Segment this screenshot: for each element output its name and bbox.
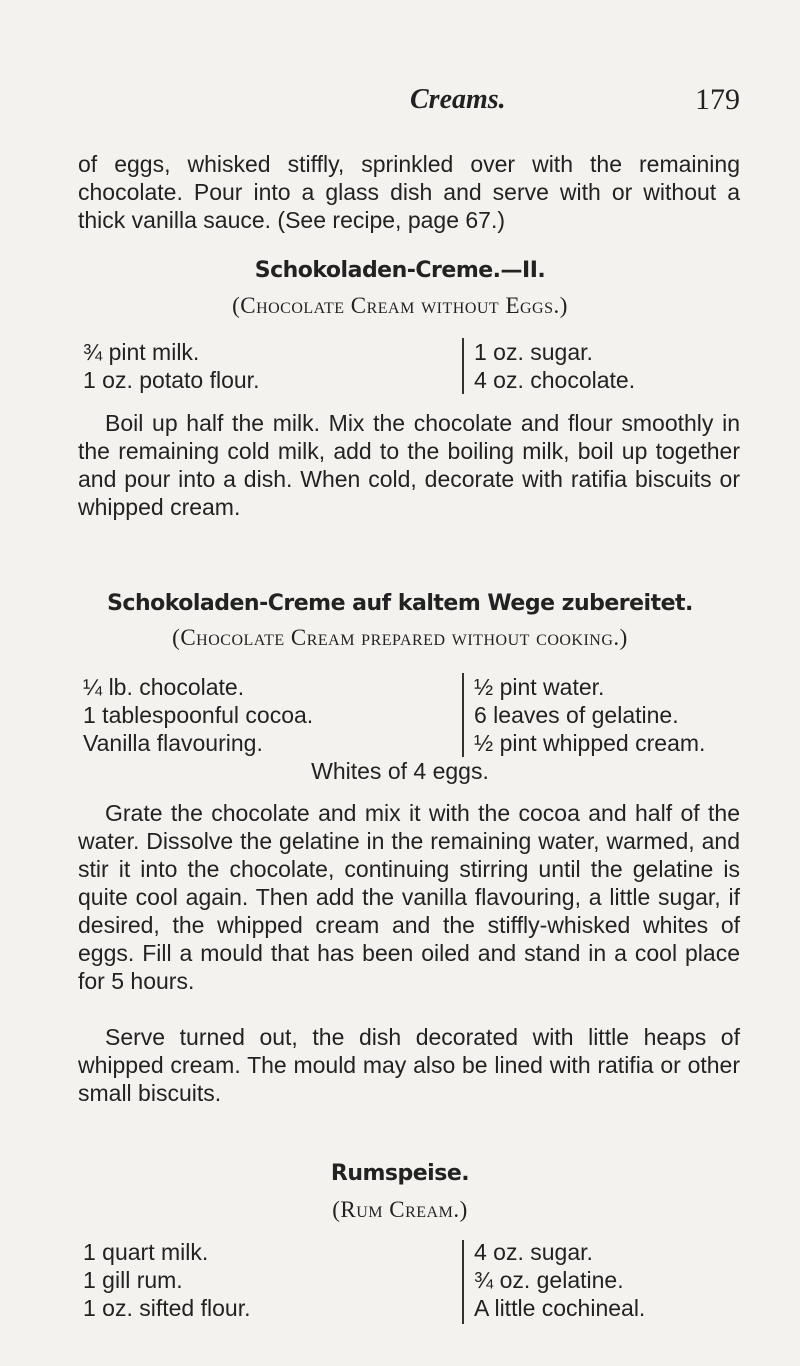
method-paragraph: Boil up half the milk. Mix the chocolate and flour smoothly in the remaining cold milk, add to the boiling milk, boil up together and pour into a dish. When cold, decorate with ratifia biscuits or whipped cream. xyxy=(78,410,740,520)
ingredients-left xyxy=(83,1238,250,1322)
recipe-title: Schokoladen-Creme auf kaltem Wege zubereitet. xyxy=(107,591,693,616)
ingredient: ½ pint water. xyxy=(474,674,605,700)
method-paragraph: Serve turned out, the dish decorated with little heaps of whipped cream. The mould may also be lined with ratifia or other small biscuits. xyxy=(78,1024,740,1106)
running-head xyxy=(70,83,740,126)
ingredient-centered: Whites of 4 eggs. xyxy=(311,758,489,784)
ingredient: 1 tablespoonful cocoa. xyxy=(83,702,314,728)
ingredients-right xyxy=(474,338,635,394)
ingredient: ¾ oz. gelatine. xyxy=(474,1267,624,1293)
column-divider xyxy=(462,673,464,757)
ingredients-right xyxy=(474,1238,645,1322)
ingredient: A little cochineal. xyxy=(474,1295,646,1321)
column-divider xyxy=(462,1240,464,1324)
chapter-title: Creams. xyxy=(410,84,506,115)
ingredient: Vanilla flavouring. xyxy=(83,730,263,756)
ingredient: 1 oz. sugar. xyxy=(474,339,593,365)
recipe-subtitle: (Chocolate Cream prepared without cooking.) xyxy=(172,625,628,650)
ingredient: 4 oz. chocolate. xyxy=(474,367,636,393)
ingredients-left xyxy=(83,338,259,394)
ingredients-right xyxy=(474,673,705,757)
recipe-subtitle: (Rum Cream.) xyxy=(332,1197,468,1222)
recipe-subtitle: (Chocolate Cream without Eggs.) xyxy=(232,293,568,318)
ingredient: ½ pint whipped cream. xyxy=(474,730,706,756)
column-divider xyxy=(462,338,464,394)
ingredient: ¾ pint milk. xyxy=(83,339,200,365)
ingredient: 1 quart milk. xyxy=(83,1239,209,1265)
ingredients-left xyxy=(83,673,313,757)
ingredient: 1 gill rum. xyxy=(83,1267,183,1293)
recipe-title: Schokoladen-Creme.—II. xyxy=(254,258,546,283)
ingredient: ¼ lb. chocolate. xyxy=(83,674,245,700)
method-paragraph: Grate the chocolate and mix it with the cocoa and half of the water. Dissolve the gelatine in the remaining water, warmed, and stir it into the chocolate, continuing stirring until the gelatine is quite cool again. Then add the vanilla flavouring, a little sugar, if desired, the whipped cream and the stiffly-whisked whites of eggs. Fill a mould that has been oiled and stand in a cool place for 5 hours. xyxy=(78,800,740,994)
recipe-title: Rumspeise. xyxy=(330,1161,470,1186)
intro-paragraph: of eggs, whisked stiffly, sprinkled over with the remaining chocolate. Pour into a glass dish and serve with or without a thick vanilla sauce. (See recipe, page 67.) xyxy=(78,151,740,233)
ingredient: 6 leaves of gelatine. xyxy=(474,702,679,728)
page-number: 179 xyxy=(695,83,740,116)
ingredient: 1 oz. sifted flour. xyxy=(83,1295,251,1321)
ingredient: 4 oz. sugar. xyxy=(474,1239,593,1265)
ingredient: 1 oz. potato flour. xyxy=(83,367,260,393)
